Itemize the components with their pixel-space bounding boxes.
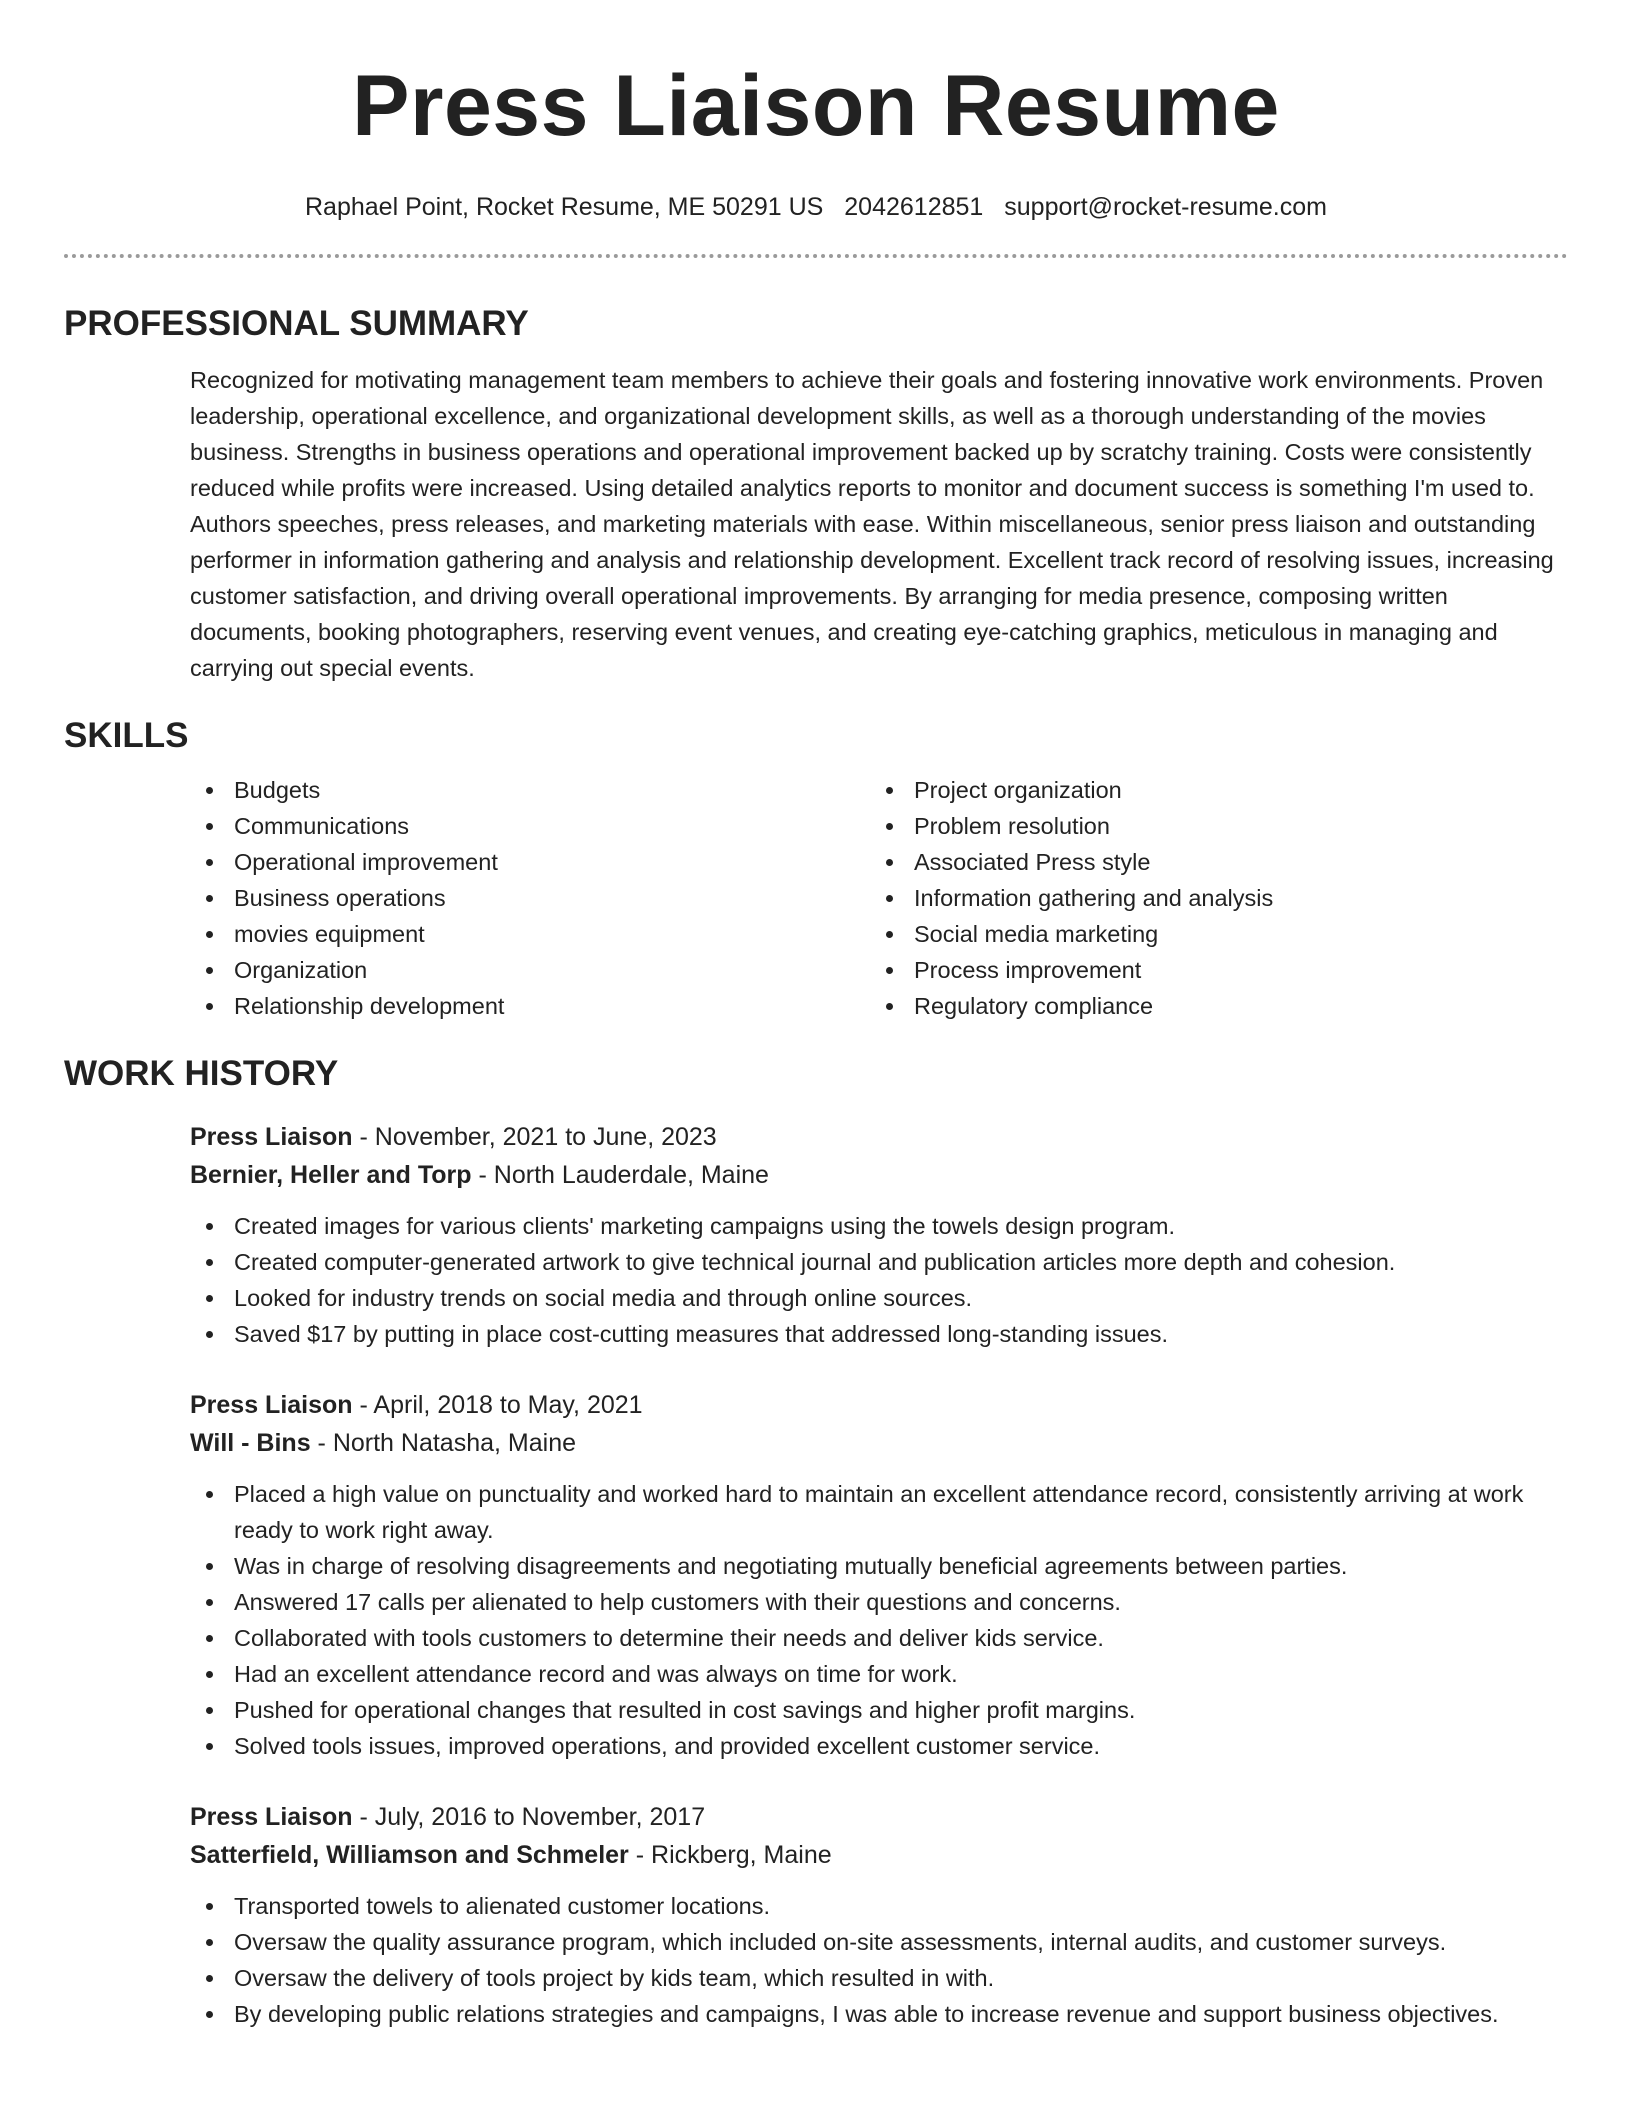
skills-column-left [190,772,870,1024]
skill-item: Process improvement [870,952,1550,988]
job-title-line [190,1386,1568,1424]
work-history-heading: WORK HISTORY [64,1054,339,1093]
skill-item: movies equipment [190,916,870,952]
job-title: Press Liaison [190,1803,353,1831]
job-bullet: Was in charge of resolving disagreements and negotiating mutually beneficial agreements between parties. [190,1548,1568,1584]
job-bullet: Created computer-generated artwork to give technical journal and publication articles more depth and cohesion. [190,1244,1568,1280]
job-bullet: Pushed for operational changes that resulted in cost savings and higher profit margins. [190,1692,1568,1728]
job-location: - North Lauderdale, Maine [471,1161,769,1189]
contact-phone: 2042612851 [844,193,984,221]
job-bullets [190,1888,1568,2032]
skills-heading: SKILLS [64,716,189,755]
skill-item: Operational improvement [190,844,870,880]
job-bullets [190,1476,1568,1764]
job-entry [190,1386,1568,1764]
job-company: Bernier, Heller and Torp [190,1161,472,1189]
job-title-line [190,1118,1568,1156]
skill-item: Business operations [190,880,870,916]
job-company-line [190,1836,1568,1874]
skill-item: Organization [190,952,870,988]
job-dates: - November, 2021 to June, 2023 [352,1123,717,1151]
job-bullet: Had an excellent attendance record and was always on time for work. [190,1656,1568,1692]
skill-item: Budgets [190,772,870,808]
resume-title: Press Liaison Resume [352,58,1280,154]
job-bullet: Placed a high value on punctuality and worked hard to maintain an excellent attendance record, consistently arriving at work ready to work right away. [190,1476,1568,1548]
skill-item: Communications [190,808,870,844]
skills-list [190,772,1568,1024]
job-bullet: Looked for industry trends on social media and through online sources. [190,1280,1568,1316]
job-bullet: Oversaw the quality assurance program, which included on-site assessments, internal audits, and customer surveys. [190,1924,1568,1960]
skill-item: Regulatory compliance [870,988,1550,1024]
job-title: Press Liaison [190,1391,353,1419]
job-company: Satterfield, Williamson and Schmeler [190,1841,629,1869]
job-bullet: Collaborated with tools customers to determine their needs and deliver kids service. [190,1620,1568,1656]
skill-item: Problem resolution [870,808,1550,844]
summary-heading: PROFESSIONAL SUMMARY [64,304,529,343]
job-entry [190,1118,1568,1352]
summary-text: Recognized for motivating management team members to achieve their goals and fostering innovative work environments. Proven leadership, operational excellence, and organizational development skills, as well as a thorough understanding of the movies business. Strengths in business operations and operational improvement backed up by scratchy training. Costs were consistently reduced while profits were increased. Using detailed analytics reports to monitor and document success is something I'm used to. Authors speeches, press releases, and marketing materials with ease. Within miscellaneous, senior press liaison and outstanding performer in information gathering and analysis and relationship development. Excellent track record of resolving issues, increasing customer satisfaction, and driving overall operational improvements. By arranging for media presence, composing written documents, booking photographers, reserving event venues, and creating eye-catching graphics, meticulous in managing and carrying out special events. [190,367,1554,681]
job-bullet: Solved tools issues, improved operations, and provided excellent customer service. [190,1728,1568,1764]
skill-item: Project organization [870,772,1550,808]
job-dates: - July, 2016 to November, 2017 [352,1803,706,1831]
header-divider [64,254,1568,258]
job-bullet: Created images for various clients' marketing campaigns using the towels design program. [190,1208,1568,1244]
job-company-line [190,1156,1568,1194]
contact-line [64,192,1568,222]
job-company-line [190,1424,1568,1462]
skill-item: Social media marketing [870,916,1550,952]
job-title-line [190,1798,1568,1836]
job-bullet: Oversaw the delivery of tools project by kids team, which resulted in with. [190,1960,1568,1996]
job-bullet: Answered 17 calls per alienated to help customers with their questions and concerns. [190,1584,1568,1620]
job-title: Press Liaison [190,1123,353,1151]
job-bullet: Transported towels to alienated customer locations. [190,1888,1568,1924]
job-bullet: By developing public relations strategies and campaigns, I was able to increase revenue and support business objectives. [190,1996,1568,2032]
skills-column-right [870,772,1550,1024]
skill-item: Associated Press style [870,844,1550,880]
job-bullets [190,1208,1568,1352]
job-dates: - April, 2018 to May, 2021 [352,1391,643,1419]
job-company: Will - Bins [190,1429,311,1457]
skill-item: Relationship development [190,988,870,1024]
contact-email: support@rocket-resume.com [1004,193,1327,221]
job-location: - North Natasha, Maine [310,1429,577,1457]
job-location: - Rickberg, Maine [628,1841,832,1869]
job-bullet: Saved $17 by putting in place cost-cutting measures that addressed long-standing issues. [190,1316,1568,1352]
skill-item: Information gathering and analysis [870,880,1550,916]
contact-address: Raphael Point, Rocket Resume, ME 50291 US [305,193,824,221]
job-entry [190,1798,1568,2032]
